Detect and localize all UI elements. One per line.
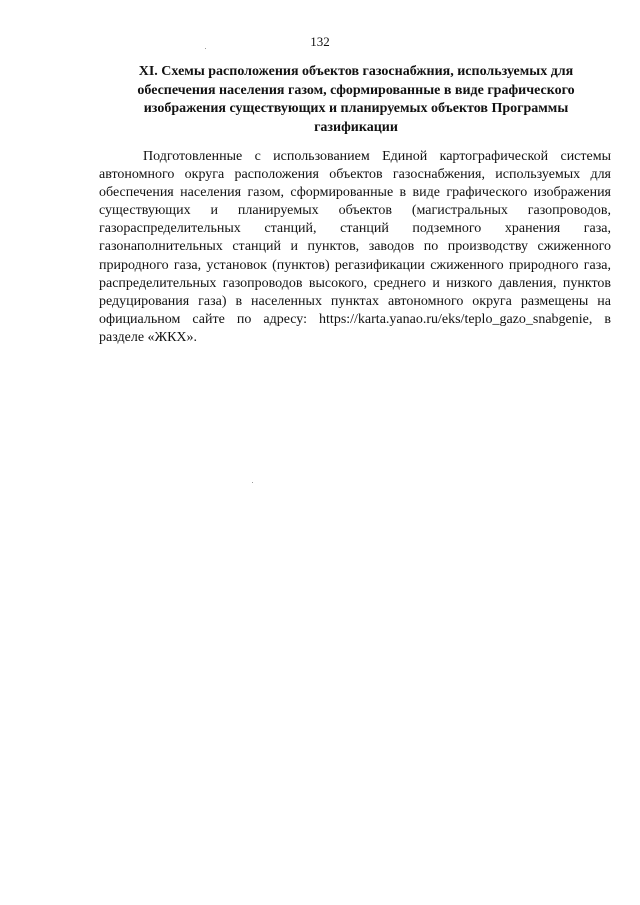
scan-speck (252, 482, 253, 483)
page-number: 132 (310, 34, 330, 49)
body-paragraph: Подготовленные с использованием Единой картографической системы автономного округа расположения объектов газоснабжения, используемых для обеспечения населения газом, сформированные в виде графического изображения существующих и планируемых объектов (магистральных газопроводов, газораспределительных станций, станций подземного хранения газа, газонаполнительных станций и пунктов, заводов по производству сжиженного природного газа, установок (пунктов) регазификации сжиженного природного газа, распределительных газопроводов высокого, среднего и низкого давления, пунктов редуцирования газа) в населенных пунктах автономного округа размещены на официальном сайте по адресу: https://karta.yanao.ru/eks/teplo_gazo_snabgenie, в разделе «ЖКХ». (99, 149, 611, 345)
scan-speck (205, 48, 206, 49)
section-title: XI. Схемы расположения объектов газоснабжния, используемых для обеспечения населения газом, сформированные в виде графического изображения существующих и планируемых объектов Программы газификации (137, 64, 575, 135)
